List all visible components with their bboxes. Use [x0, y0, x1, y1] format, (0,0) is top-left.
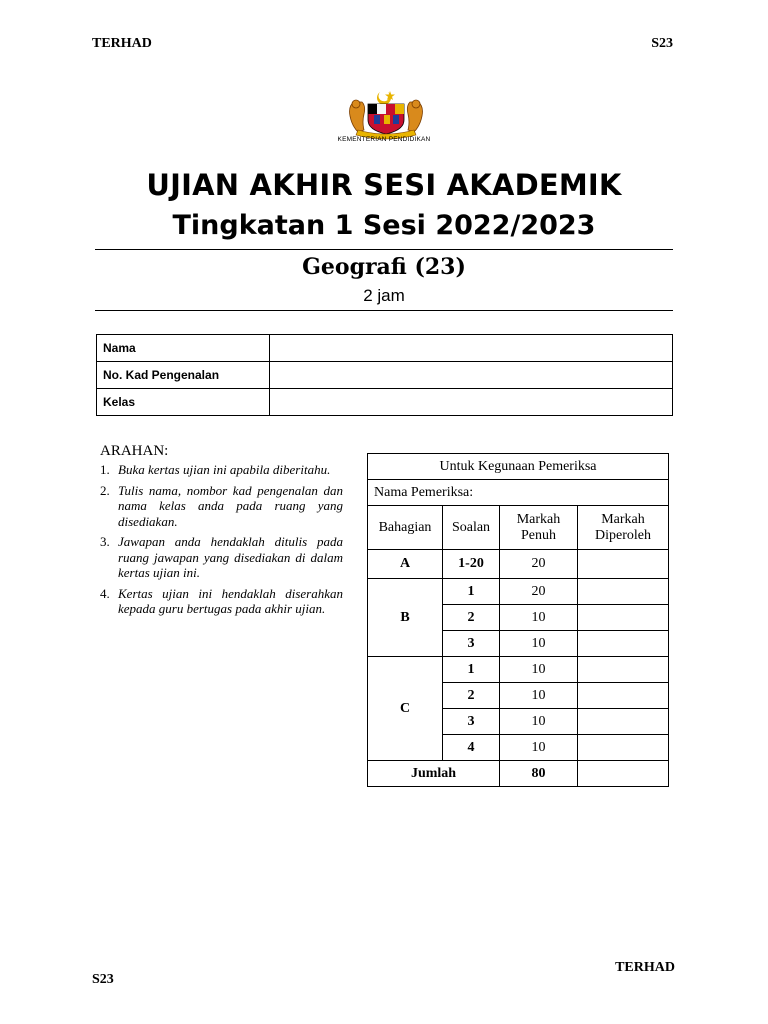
- total-full-marks: 80: [500, 761, 578, 787]
- marks-obtained-field[interactable]: [578, 709, 669, 735]
- examiner-header-row: [368, 506, 669, 550]
- examiner-table-title: Untuk Kegunaan Pemeriksa: [368, 454, 669, 480]
- full-marks: 10: [500, 605, 578, 631]
- marks-obtained-field[interactable]: [578, 550, 669, 579]
- instruction-item: [100, 534, 343, 581]
- name-field[interactable]: [270, 335, 673, 362]
- class-label: Kelas: [97, 389, 270, 416]
- examiner-title-row: [368, 454, 669, 480]
- table-row: [368, 550, 669, 579]
- full-marks: 10: [500, 683, 578, 709]
- instruction-text: Jawapan anda hendaklah ditulis pada ruang jawapan yang disediakan di dalam kertas ujian ini.: [118, 534, 343, 580]
- full-marks: 10: [500, 735, 578, 761]
- total-marks-obtained-field[interactable]: [578, 761, 669, 787]
- footer-code: S23: [92, 972, 114, 987]
- ic-number-label: No. Kad Pengenalan: [97, 362, 270, 389]
- question-number: 3: [443, 631, 500, 657]
- subject-title: Geografi (23): [302, 254, 466, 280]
- instructions-list: [100, 462, 343, 622]
- question-number: 2: [443, 683, 500, 709]
- instruction-text: Kertas ujian ini hendaklah diserahkan kepada guru bertugas pada akhir ujian.: [118, 585, 343, 616]
- name-label: Nama: [97, 335, 270, 362]
- examiner-name-label: Nama Pemeriksa:: [368, 480, 669, 506]
- col-header-section: Bahagian: [368, 506, 443, 550]
- marks-obtained-field[interactable]: [578, 735, 669, 761]
- instruction-number: 2.: [100, 482, 110, 498]
- instruction-number: 4.: [100, 585, 110, 601]
- question-number: 4: [443, 735, 500, 761]
- exam-duration: 2 jam: [363, 286, 405, 305]
- class-field[interactable]: [270, 389, 673, 416]
- instruction-number: 1.: [100, 462, 110, 477]
- subject-divider: [95, 310, 673, 311]
- full-marks: 10: [500, 709, 578, 735]
- instruction-item: [100, 586, 343, 617]
- section-c-label: C: [368, 657, 443, 761]
- full-marks: 10: [500, 657, 578, 683]
- table-row: [368, 579, 669, 605]
- full-marks: 20: [500, 579, 578, 605]
- question-number: 3: [443, 709, 500, 735]
- marks-obtained-field[interactable]: [578, 605, 669, 631]
- table-row: [368, 657, 669, 683]
- candidate-row: [97, 335, 673, 362]
- candidate-row: [97, 362, 673, 389]
- col-header-question: Soalan: [443, 506, 500, 550]
- section-a-label: A: [368, 550, 443, 579]
- full-marks: 20: [500, 550, 578, 579]
- instruction-number: 3.: [100, 534, 110, 549]
- candidate-row: [97, 389, 673, 416]
- candidate-info-table: [96, 334, 673, 416]
- full-marks: 10: [500, 631, 578, 657]
- total-row: [368, 761, 669, 787]
- marks-obtained-field[interactable]: [578, 657, 669, 683]
- col-header-marks-obtained: Markah Diperoleh: [578, 506, 669, 550]
- logo-caption: KEMENTERIAN PENDIDIKAN: [337, 136, 431, 143]
- instruction-item: [100, 483, 343, 530]
- question-number: 1: [443, 579, 500, 605]
- marks-obtained-field[interactable]: [578, 631, 669, 657]
- ic-number-field[interactable]: [270, 362, 673, 389]
- examiner-marks-table: [367, 453, 669, 787]
- section-b-label: B: [368, 579, 443, 657]
- instruction-item: [100, 462, 343, 478]
- instruction-text: Tulis nama, nombor kad pengenalan dan nama kelas anda pada ruang yang disediakan.: [118, 482, 343, 529]
- header-code: S23: [651, 36, 673, 51]
- header-classification: TERHAD: [92, 36, 152, 51]
- exam-subtitle: Tingkatan 1 Sesi 2022/2023: [172, 210, 596, 241]
- footer-classification: TERHAD: [615, 960, 675, 975]
- total-label: Jumlah: [368, 761, 500, 787]
- question-number: 1-20: [443, 550, 500, 579]
- question-number: 2: [443, 605, 500, 631]
- col-header-full-marks: Markah Penuh: [500, 506, 578, 550]
- question-number: 1: [443, 657, 500, 683]
- instruction-text: Buka kertas ujian ini apabila diberitahu.: [118, 462, 331, 477]
- instructions-heading: ARAHAN:: [100, 443, 169, 459]
- examiner-name-row: [368, 480, 669, 506]
- exam-title: UJIAN AKHIR SESI AKADEMIK: [146, 168, 622, 202]
- marks-obtained-field[interactable]: [578, 683, 669, 709]
- title-divider: [95, 249, 673, 250]
- marks-obtained-field[interactable]: [578, 579, 669, 605]
